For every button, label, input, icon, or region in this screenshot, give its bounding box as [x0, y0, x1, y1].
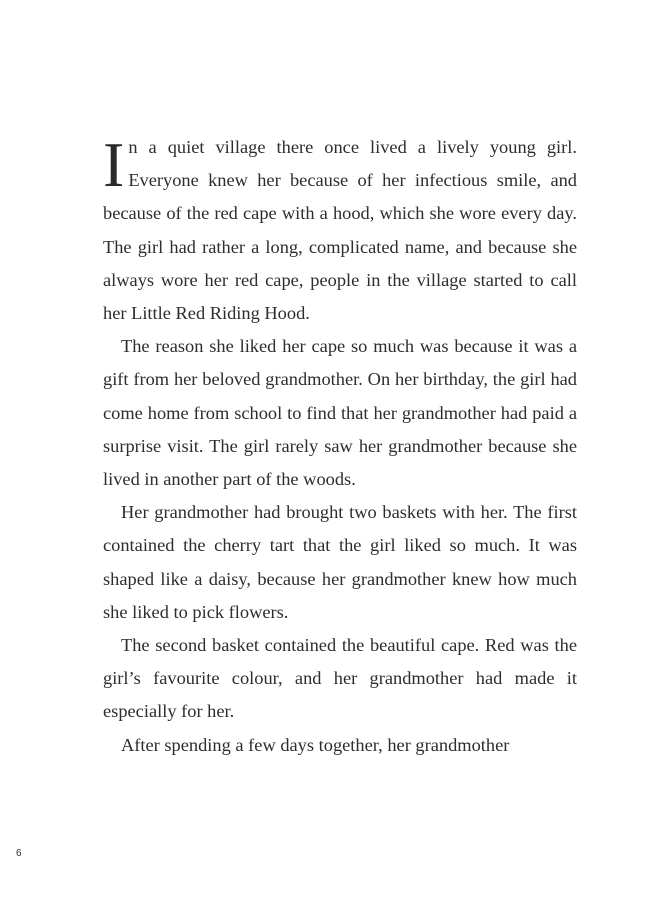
story-paragraph-2: The reason she liked her cape so much was because it was a gift from her beloved grandmother. On her birthday, the girl had come home from school to find that her grandmother had paid a surprise visit. The girl rarely saw her grandmother because she lived in another part of the woods. — [103, 336, 577, 490]
story-paragraph-1 — [103, 131, 577, 330]
story-text — [103, 131, 577, 762]
page-number: 6 — [16, 848, 22, 859]
drop-cap: I — [103, 129, 125, 200]
paragraph-1-text: n a quiet village there once lived a lively young girl. Everyone knew her because of her infectious smile, and because of the red cape with a hood, which she wore every day. The girl had rather a long, complicated name, and because she always wore her red cape, people in the village started to call her Little Red Riding Hood. — [103, 137, 577, 324]
story-paragraph-3: Her grandmother had brought two baskets with her. The first contained the cherry tart that the girl liked so much. It was shaped like a daisy, because her grandmother knew how much she liked to pick flowers. — [103, 502, 577, 622]
story-paragraph-5: After spending a few days together, her grandmother — [121, 734, 510, 755]
story-paragraph-4: The second basket contained the beautiful cape. Red was the girl’s favourite colour, and her grandmother had made it especially for her. — [103, 635, 577, 722]
